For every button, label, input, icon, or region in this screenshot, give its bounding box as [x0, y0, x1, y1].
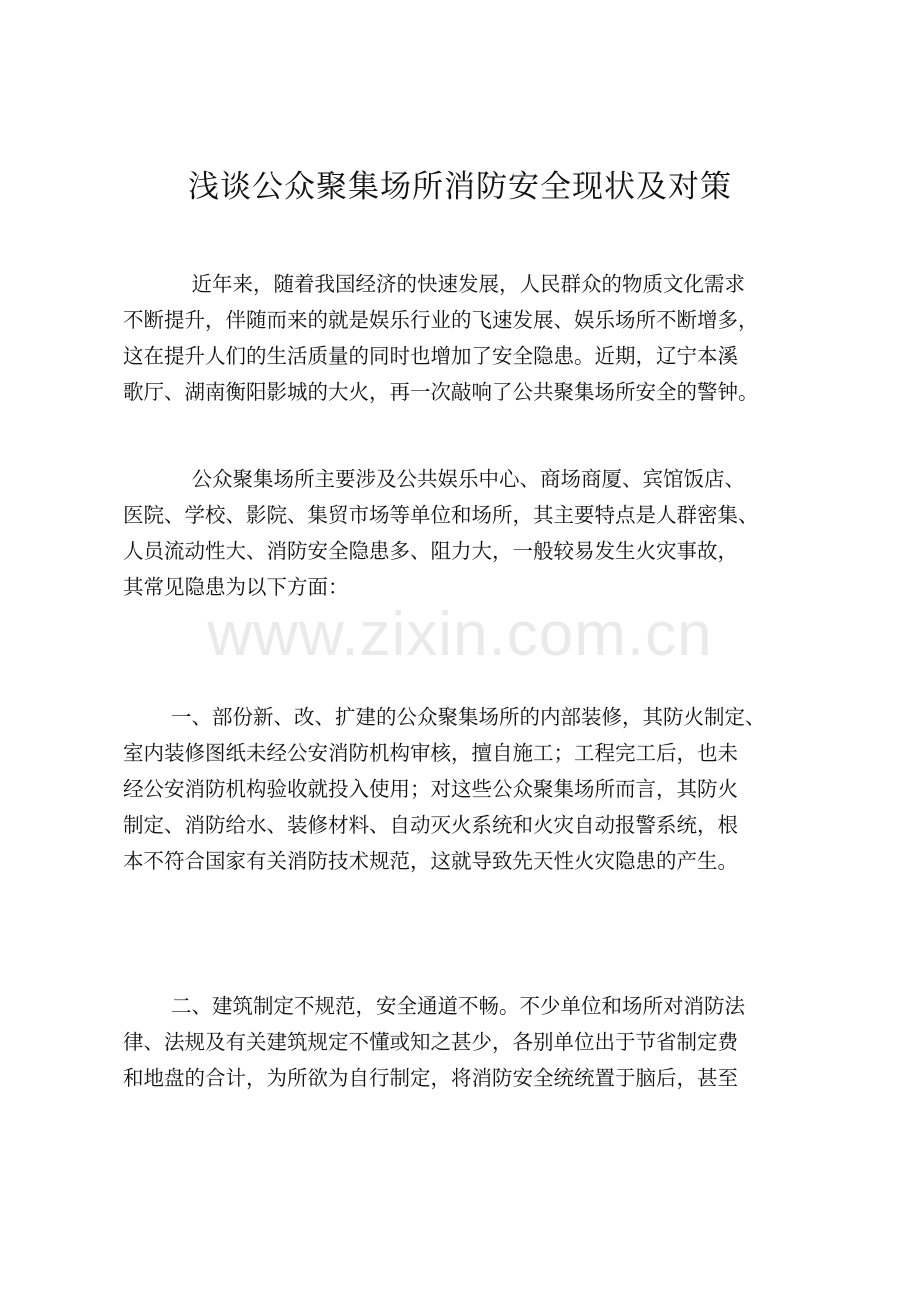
paragraph-line: 一、部份新、改、扩建的公众聚集场所的内部装修，其防火制定、: [171, 705, 766, 729]
paragraph-line: 近年来，随着我国经济的快速发展，人民群众的物质文化需求: [171, 272, 745, 296]
paragraph-point-one: [123, 699, 823, 879]
paragraph-line: 本不符合国家有关消防技术规范，这就导致先天性火灾隐患的产生。: [123, 849, 738, 873]
paragraph-line: 二、建筑制定不规范，安全通道不畅。不少单位和场所对消防法: [171, 994, 745, 1018]
paragraph-line: 医院、学校、影院、集贸市场等单位和场所，其主要特点是人群密集、: [123, 503, 759, 527]
paragraph-intro: [123, 266, 823, 410]
paragraph-line: 室内装修图纸未经公安消防机构审核，擅自施工；工程完工后，也未: [123, 741, 738, 765]
watermark: www.zixin.com.cn: [207, 600, 713, 669]
paragraph-line: 公众聚集场所主要涉及公共娱乐中心、商场商厦、宾馆饭店、: [171, 467, 745, 491]
paragraph-line: 经公安消防机构验收就投入使用；对这些公众聚集场所而言，其防火: [123, 777, 738, 801]
paragraph-line: 其常见隐患为以下方面：: [123, 575, 349, 599]
paragraph-line: 这在提升人们的生活质量的同时也增加了安全隐患。近期，辽宁本溪: [123, 344, 738, 368]
document-title: 浅谈公众聚集场所消防安全现状及对策: [188, 169, 732, 205]
paragraph-line: 不断提升，伴随而来的就是娱乐行业的飞速发展、娱乐场所不断增多，: [123, 308, 759, 332]
paragraph-line: 制定、消防给水、装修材料、自动灭火系统和火灾自动报警系统，根: [123, 813, 738, 837]
paragraph-line: 歌厅、湖南衡阳影城的大火，再一次敲响了公共聚集场所安全的警钟。: [123, 380, 759, 404]
paragraph-line: 人员流动性大、消防安全隐患多、阻力大，一般较易发生火灾事故，: [123, 539, 738, 563]
paragraph-overview: [123, 461, 823, 605]
paragraph-point-two: [123, 988, 823, 1096]
paragraph-line: 和地盘的合计，为所欲为自行制定，将消防安全统统置于脑后，甚至: [123, 1066, 738, 1090]
paragraph-line: 律、法规及有关建筑规定不懂或知之甚少，各别单位出于节省制定费: [123, 1030, 738, 1054]
